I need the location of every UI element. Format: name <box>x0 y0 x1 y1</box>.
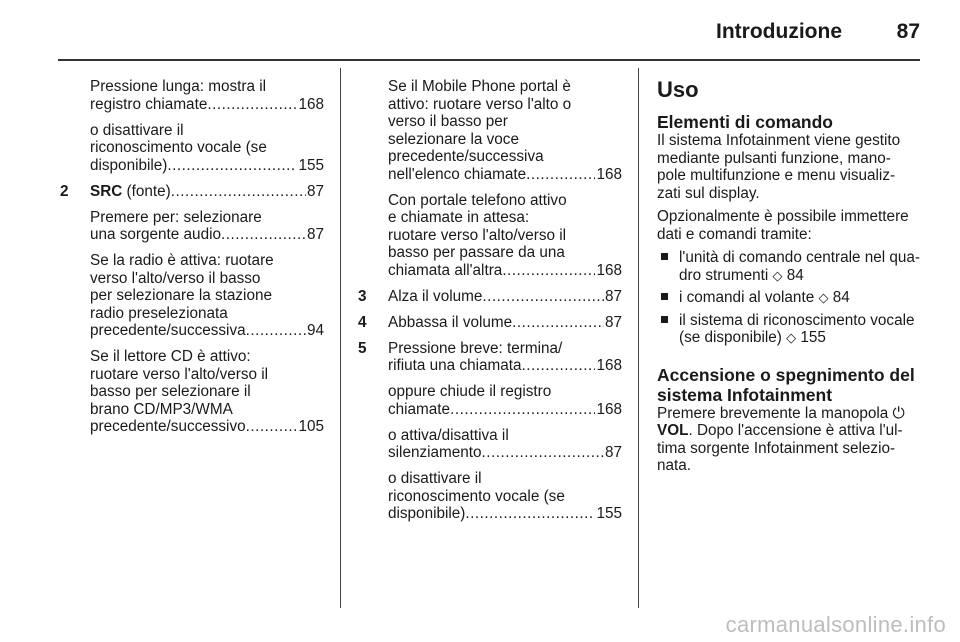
bullet-item: i comandi al volante ◇ 84 <box>657 289 920 307</box>
list-item: Premere per: selezionare una sorgente audio ..... 87 <box>58 209 324 244</box>
power-icon: ⏻ <box>892 404 905 422</box>
numbered-item-4: 4 Abbassa il volume ..... 87 <box>356 314 622 332</box>
list-item: o disattivare il riconoscimento vocale (se disponibile) ..... 155 <box>58 122 324 175</box>
page-ref: 168 <box>298 95 324 113</box>
list-item: o attiva/disattiva il silenziamento ..... 87 <box>356 427 622 462</box>
item-number: 5 <box>358 339 367 357</box>
header-divider <box>58 59 920 61</box>
numbered-item-5: 5 Pressione breve: termina/ rifiuta una chiamata ..... 168 <box>356 340 622 375</box>
watermark: carmanualsonline.info <box>725 612 946 637</box>
column-1 <box>58 78 324 444</box>
vol-keyword: VOL <box>657 422 689 439</box>
page-ref: 87 <box>604 444 622 461</box>
bullet-list <box>657 249 920 347</box>
numbered-item-2: 2 SRC (fonte) ..... 87 <box>58 183 324 201</box>
list-item: Con portale telefono attivo e chiamate in attesa: ruotare verso l'alto/verso il basso per passare da una chiamata all'altra ..... 168 <box>356 192 622 280</box>
column-divider-2 <box>638 68 639 608</box>
bullet-item: l'unità di comando centrale nel qua- dro strumenti ◇ 84 <box>657 249 920 284</box>
page-reference-arrow-icon: ◇ <box>818 290 829 305</box>
page-ref: 155 <box>298 156 324 174</box>
page-ref: 168 <box>596 261 622 279</box>
subheading-accensione: Accensione o spegnimento del sistema Infotainment <box>657 364 915 405</box>
page-ref: 168 <box>596 400 622 418</box>
page-number: 87 <box>896 20 920 43</box>
page-ref: 94 <box>306 322 324 339</box>
column-3 <box>657 78 920 481</box>
item-number: 3 <box>358 287 367 305</box>
page-ref: 168 <box>596 165 622 183</box>
page-ref: 168 <box>596 357 622 374</box>
section-title: Introduzione <box>716 20 842 43</box>
subheading-elementi-di-comando: Elementi di comando <box>657 112 833 132</box>
page-ref: 87 <box>604 313 622 331</box>
column-2 <box>356 78 622 531</box>
page-reference-arrow-icon: ◇ <box>772 267 783 283</box>
numbered-item-3: 3 Alza il volume ..... 87 <box>356 288 622 306</box>
page-ref: 87 <box>306 182 324 200</box>
list-item: Se il Mobile Phone portal è attivo: ruotare verso l'alto o verso il basso per selezionare la voce precedente/successiva nell'elenco chiamate ..... 168 <box>356 78 622 183</box>
list-item: oppure chiude il registro chiamate ..... 168 <box>356 383 622 418</box>
list-item: Se il lettore CD è attivo: ruotare verso l'alto/verso il basso per selezionare il brano CD/MP3/WMA precedente/successivo ..... 105 <box>58 348 324 436</box>
page-ref: 84 <box>782 266 804 284</box>
src-keyword: SRC <box>90 182 123 200</box>
item-number: 4 <box>358 313 367 331</box>
list-item: o disattivare il riconoscimento vocale (se disponibile) ..... 155 <box>356 470 622 523</box>
paragraph: Premere brevemente la manopola ⏻ VOL. Dopo l'accensione è attiva l'ul- tima sorgente Infotainment selezio- nata. <box>657 404 905 474</box>
page-ref: 87 <box>604 287 622 305</box>
item-number: 2 <box>60 182 69 200</box>
list-item: Pressione lunga: mostra il registro chiamate ..... 168 <box>58 78 324 113</box>
page-ref: 155 <box>596 505 622 522</box>
bullet-item: il sistema di riconoscimento vocale (se disponibile) ◇ 155 <box>657 312 920 347</box>
page-ref: 155 <box>796 329 826 346</box>
paragraph: Il sistema Infotainment viene gestito mediante pulsanti funzione, mano- pole multifunzione e menu visualiz- zati sul display. <box>657 132 901 202</box>
page-ref: 87 <box>306 226 324 243</box>
page-reference-arrow-icon: ◇ <box>786 330 797 345</box>
page-header <box>0 0 960 58</box>
square-bullet-icon <box>661 316 668 323</box>
list-item: Se la radio è attiva: ruotare verso l'alto/verso il basso per selezionare la stazione radio preselezionata precedente/successiva ..... 94 <box>58 252 324 340</box>
square-bullet-icon <box>661 253 668 260</box>
page-ref: 84 <box>828 289 850 306</box>
page-ref: 105 <box>298 418 324 435</box>
paragraph: Opzionalmente è possibile immettere dati e comandi tramite: <box>657 208 909 243</box>
heading-uso: Uso <box>657 77 699 102</box>
column-divider-1 <box>340 68 341 608</box>
square-bullet-icon <box>661 293 668 300</box>
